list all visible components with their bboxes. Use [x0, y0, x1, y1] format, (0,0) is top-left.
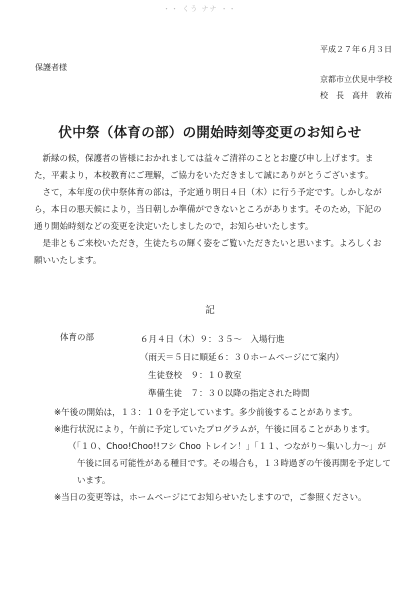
note-program-detail: （「１０、Choo!Choo!!フシ Choo トレイン！」「１１、つながり～集いし力～」が午後に回る可能性がある種目です。その場合も，１３時過ぎの午後再開を予定しています。 [68, 442, 391, 486]
notice-body [34, 151, 388, 270]
schedule-label: 体育の部 [60, 333, 95, 343]
scan-mark: ・・ くう ナナ ・・ [163, 5, 237, 13]
paragraph-change: さて，本年度の伏中祭体育の部は，予定通り明日４日（木）に行う予定です。しかしながら，本日の悪天候により，当日朝しか準備ができないところがあります。そのため，下記の通り開始時刻などの変更を決定いたしましたので，お知らせいたします。 [34, 188, 382, 232]
issue-date: 平成２７年６月３日 [320, 45, 392, 54]
schedule-lines [140, 331, 344, 403]
notes [54, 405, 394, 507]
paragraph-greeting: 新緑の候，保護者の皆様におかれましては益々ご清祥のこととお慶び申し上げます。また，平素より，本校教育にご理解，ご協力をいただきまして誠にありがとうございます。 [34, 154, 374, 181]
recipient: 保護者様 [35, 63, 67, 72]
principal-name: 校 長 高井 敦祐 [320, 91, 392, 100]
ki-heading: 記 [205, 305, 215, 316]
note-homepage: ※当日の変更等は，ホームページにてお知らせいたしますので，ご参照ください。 [54, 493, 367, 503]
school-name: 京都市立伏見中学校 [320, 75, 392, 84]
note-program-shift: ※進行状況により，午前に予定していたプログラムが，午後に回ることがあります。 [54, 425, 375, 435]
notice-title: 伏中祭（体育の部）の開始時刻等変更のお知らせ [58, 125, 362, 141]
schedule-line-start: ６月４日（木）９：３５～ 入場行進 [140, 335, 285, 345]
schedule-line-rain: （雨天＝５日に順延６：３０ホームページにて案内） [140, 353, 344, 363]
note-afternoon-start: ※午後の開始は，１３：１０を予定しています。多少前後することがあります。 [54, 408, 358, 418]
schedule-line-prep-students: 準備生徒 ７：３０以降の指定された時間 [148, 389, 310, 399]
schedule-line-student-arrival: 生徒登校 ９：１０教室 [148, 371, 242, 381]
paragraph-closing: 是非ともご来校いただき，生徒たちの輝く姿をご覧いただきたいと思います。よろしくお願いいたします。 [34, 239, 382, 266]
